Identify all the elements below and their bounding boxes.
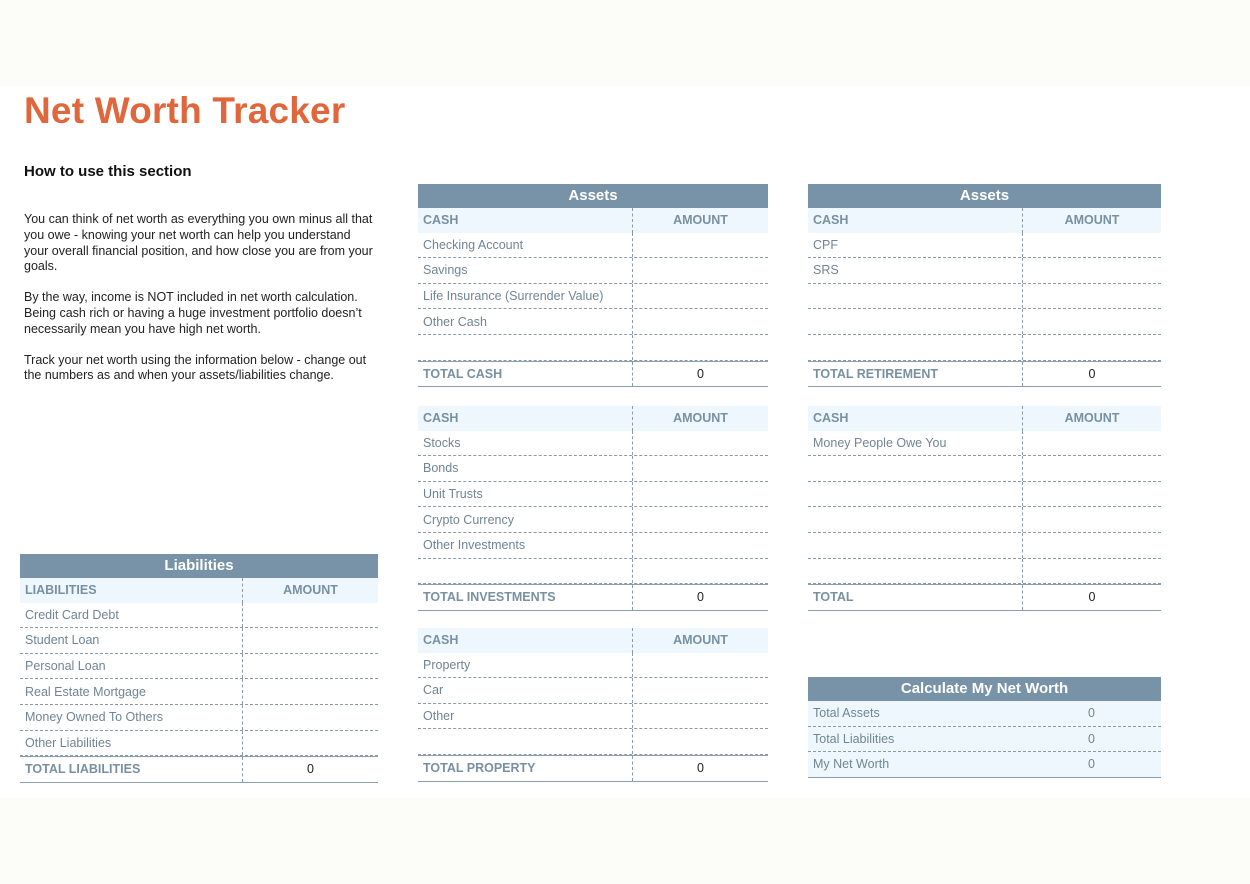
net-worth-value: 0 — [1088, 706, 1095, 721]
amount-cell[interactable] — [1023, 482, 1161, 507]
net-worth-row — [808, 727, 1161, 753]
column-header-row — [418, 628, 768, 653]
amount-cell[interactable] — [1023, 284, 1161, 309]
table-row[interactable] — [808, 335, 1161, 361]
column-header-amount: AMOUNT — [673, 411, 728, 426]
column-header-amount: AMOUNT — [1064, 213, 1120, 228]
row-label — [808, 335, 1023, 360]
page-title: Net Worth Tracker — [24, 90, 346, 131]
amount-cell[interactable] — [1023, 533, 1161, 558]
amount-cell[interactable] — [1023, 507, 1161, 532]
amount-cell[interactable] — [633, 284, 768, 309]
amount-cell[interactable] — [1023, 456, 1161, 481]
row-label: Unit Trusts — [418, 482, 633, 507]
row-label: Car — [418, 678, 633, 703]
total-label: TOTAL PROPERTY — [418, 756, 633, 781]
assets-cash-table — [418, 184, 768, 387]
total-label: TOTAL — [808, 585, 1023, 610]
row-label — [808, 456, 1023, 481]
row-label: Other Liabilities — [20, 731, 243, 756]
total-value: 0 — [697, 590, 704, 605]
net-worth-label: Total Assets — [813, 706, 880, 721]
row-label: Other — [418, 704, 633, 729]
column-header-amount: AMOUNT — [1064, 411, 1120, 426]
total-row — [418, 584, 768, 611]
row-label — [808, 507, 1023, 532]
total-label: TOTAL RETIREMENT — [808, 362, 1023, 387]
table-row[interactable] — [20, 603, 378, 629]
total-row — [20, 756, 378, 783]
total-value: 0 — [697, 761, 704, 776]
row-label: Student Loan — [20, 628, 243, 653]
row-label: Credit Card Debt — [20, 603, 243, 628]
row-label: Other Cash — [418, 309, 633, 334]
amount-cell[interactable] — [243, 731, 378, 756]
amount-cell[interactable] — [1023, 309, 1161, 334]
table-row[interactable] — [418, 309, 768, 335]
amount-cell[interactable] — [243, 705, 378, 730]
table-row[interactable] — [20, 731, 378, 757]
amount-cell[interactable] — [633, 233, 768, 258]
column-header-amount: AMOUNT — [673, 633, 728, 648]
amount-cell[interactable] — [243, 654, 378, 679]
table-row[interactable] — [808, 559, 1161, 585]
column-header-row — [20, 578, 378, 603]
amount-cell[interactable] — [243, 603, 378, 628]
amount-cell[interactable] — [633, 704, 768, 729]
intro-paragraph: Track your net worth using the information below - change out the numbers as and when your assets/liabilities change. — [24, 352, 367, 383]
table-row[interactable] — [418, 284, 768, 310]
net-worth-label: My Net Worth — [813, 757, 890, 772]
table-row[interactable] — [418, 431, 768, 457]
column-header-row — [418, 406, 768, 431]
amount-cell[interactable] — [633, 533, 768, 558]
row-label: SRS — [808, 258, 1023, 283]
amount-cell[interactable] — [1023, 559, 1161, 584]
table-row[interactable] — [20, 705, 378, 731]
row-label — [808, 533, 1023, 558]
amount-cell[interactable] — [633, 309, 768, 334]
row-label — [418, 729, 633, 754]
table-row[interactable] — [808, 482, 1161, 508]
liabilities-table — [20, 554, 378, 783]
total-row — [418, 361, 768, 388]
amount-cell[interactable] — [633, 431, 768, 456]
row-label: Money People Owe You — [808, 431, 1023, 456]
column-header-label: CASH — [418, 406, 633, 431]
amount-cell[interactable] — [633, 456, 768, 481]
table-row[interactable] — [808, 507, 1161, 533]
amount-cell[interactable] — [1023, 233, 1161, 258]
row-label: Real Estate Mortgage — [20, 679, 243, 704]
intro-text — [24, 212, 374, 399]
amount-cell[interactable] — [633, 729, 768, 754]
total-row — [808, 584, 1161, 611]
liabilities-header: Liabilities — [20, 554, 378, 578]
total-label: TOTAL LIABILITIES — [20, 757, 243, 782]
assets-retirement-table — [808, 184, 1161, 387]
net-worth-value: 0 — [1088, 757, 1095, 772]
column-header-row — [418, 208, 768, 233]
table-row[interactable] — [20, 628, 378, 654]
row-label: Savings — [418, 258, 633, 283]
net-worth-value: 0 — [1088, 731, 1095, 746]
column-header-label: CASH — [418, 208, 633, 233]
amount-cell[interactable] — [1023, 258, 1161, 283]
net-worth-row — [808, 752, 1161, 778]
row-label: Property — [418, 653, 633, 678]
total-value: 0 — [1088, 590, 1096, 605]
row-label: Money Owned To Others — [20, 705, 243, 730]
assets-header: Assets — [808, 184, 1161, 208]
assets-header: Assets — [418, 184, 768, 208]
amount-cell[interactable] — [1023, 431, 1161, 456]
net-worth-table — [808, 677, 1161, 778]
assets-other-table — [808, 406, 1161, 611]
total-row — [808, 361, 1161, 388]
table-row[interactable] — [808, 284, 1161, 310]
column-header-label: CASH — [808, 406, 1023, 431]
amount-cell[interactable] — [633, 507, 768, 532]
table-row[interactable] — [808, 258, 1161, 284]
table-row[interactable] — [808, 309, 1161, 335]
table-row[interactable] — [808, 533, 1161, 559]
column-header-amount: AMOUNT — [283, 583, 338, 598]
assets-investments-table — [418, 406, 768, 611]
net-worth-header: Calculate My Net Worth — [808, 677, 1161, 701]
table-row[interactable] — [418, 507, 768, 533]
intro-paragraph: By the way, income is NOT included in net worth calculation. Being cash rich or having a huge investment portfolio doesn’t necessarily mean you have high net worth. — [24, 290, 362, 336]
net-worth-label: Total Liabilities — [813, 731, 895, 746]
table-row[interactable] — [20, 654, 378, 680]
total-row — [418, 755, 768, 782]
column-header-row — [808, 208, 1161, 233]
row-label: Life Insurance (Surrender Value) — [418, 284, 633, 309]
row-label — [808, 309, 1023, 334]
row-label — [808, 284, 1023, 309]
table-row[interactable] — [808, 431, 1161, 457]
row-label: Bonds — [418, 456, 633, 481]
amount-cell[interactable] — [633, 335, 768, 360]
table-row[interactable] — [20, 679, 378, 705]
row-label: CPF — [808, 233, 1023, 258]
amount-cell[interactable] — [633, 653, 768, 678]
column-header-label: CASH — [808, 208, 1023, 233]
table-row[interactable] — [418, 233, 768, 259]
table-row[interactable] — [418, 729, 768, 755]
table-row[interactable] — [418, 559, 768, 585]
table-row[interactable] — [418, 704, 768, 730]
amount-cell[interactable] — [633, 678, 768, 703]
how-to-heading: How to use this section — [24, 163, 192, 180]
row-label: Personal Loan — [20, 654, 243, 679]
amount-cell[interactable] — [633, 258, 768, 283]
row-label — [808, 559, 1023, 584]
row-label: Crypto Currency — [418, 507, 633, 532]
row-label: Checking Account — [418, 233, 633, 258]
row-label — [418, 559, 633, 584]
table-row[interactable] — [418, 258, 768, 284]
table-row[interactable] — [418, 653, 768, 679]
total-label: TOTAL INVESTMENTS — [418, 585, 633, 610]
table-row[interactable] — [418, 335, 768, 361]
row-label — [418, 335, 633, 360]
table-row[interactable] — [418, 482, 768, 508]
row-label: Stocks — [418, 431, 633, 456]
amount-cell[interactable] — [1023, 335, 1161, 360]
column-header-label: CASH — [418, 628, 633, 653]
amount-cell[interactable] — [243, 628, 378, 653]
total-label: TOTAL CASH — [418, 362, 633, 387]
amount-cell[interactable] — [243, 679, 378, 704]
table-row[interactable] — [808, 456, 1161, 482]
row-label — [808, 482, 1023, 507]
amount-cell[interactable] — [633, 482, 768, 507]
row-label: Other Investments — [418, 533, 633, 558]
column-header-row — [808, 406, 1161, 431]
amount-cell[interactable] — [633, 559, 768, 584]
column-header-label: LIABILITIES — [20, 578, 243, 603]
table-row[interactable] — [418, 678, 768, 704]
total-value: 0 — [697, 366, 704, 381]
table-row[interactable] — [418, 456, 768, 482]
net-worth-row — [808, 701, 1161, 727]
total-value: 0 — [1088, 366, 1096, 381]
total-value: 0 — [307, 762, 314, 777]
table-row[interactable] — [418, 533, 768, 559]
intro-paragraph: You can think of net worth as everything you own minus all that you owe - knowing your net worth can help you understand your overall financial position, and how close you are from your goals. — [24, 212, 373, 274]
column-header-amount: AMOUNT — [673, 213, 728, 228]
assets-property-table — [418, 628, 768, 782]
table-row[interactable] — [808, 233, 1161, 259]
